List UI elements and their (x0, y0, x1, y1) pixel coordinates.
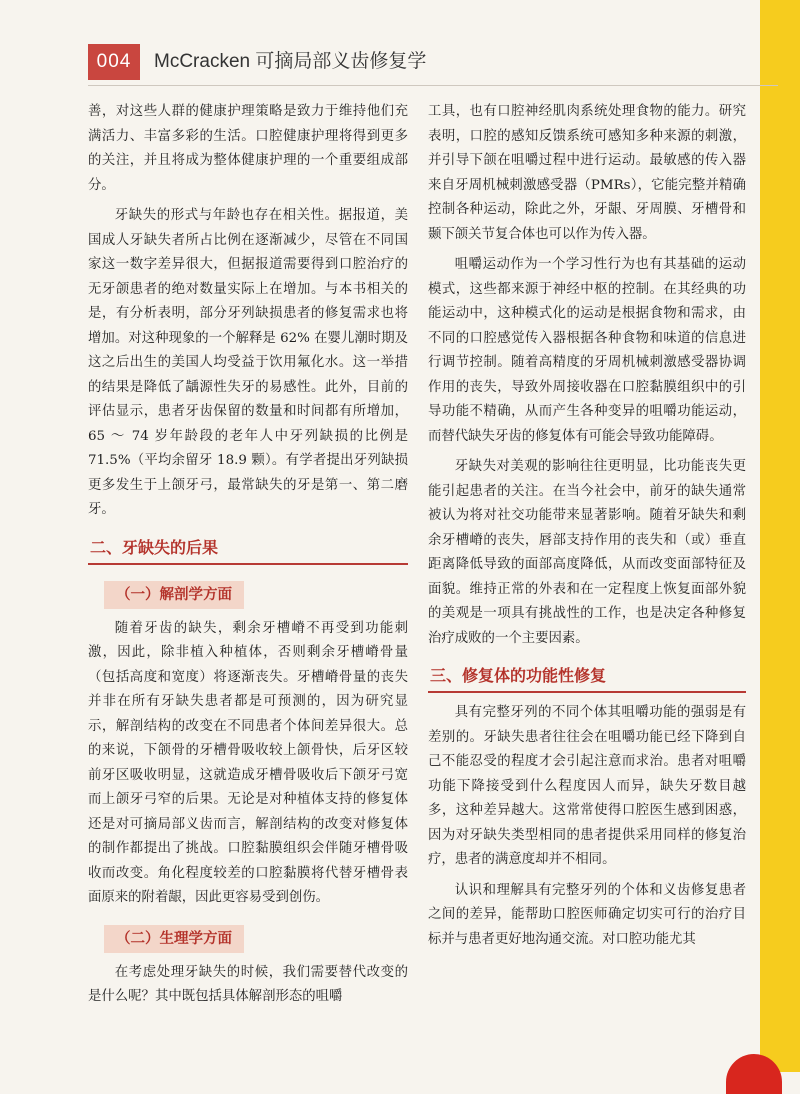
page-corner-marker (726, 1054, 782, 1094)
paragraph: 咀嚼运动作为一个学习性行为也有其基础的运动模式，这些都来源于神经中枢的控制。在其经典的功能运动中，这种模式化的运动是根据食物和需求，由不同的口腔感觉传入器根据各种食物和味道的信息进行调节控制。随着高精度的牙周机械刺激感受器协调作用的丧失，导致外周接收器在口腔黏膜组织中的引导功能不精确，从而产生各种变异的咀嚼功能运动，而替代缺失牙齿的修复体有可能会导致功能障碍。 (428, 257, 746, 444)
paragraph: 随着牙齿的缺失，剩余牙槽嵴不再受到功能刺激，因此，除非植入种植体，否则剩余牙槽嵴骨量（包括高度和宽度）将逐渐丧失。牙槽嵴骨量的丧失并非在所有牙缺失患者都是可预测的，因为研究显示，解剖结构的改变在不同患者个体间差异很大。总的来说，下颌骨的牙槽骨吸收较上颌骨快，后牙区较前牙区吸收明显，这就造成牙槽骨吸收后下颌牙弓宽而上颌牙弓窄的后果。无论是对种植体支持的修复体还是对可摘局部义齿而言，解剖结构的改变对修复体的制作都提出了挑战。口腔黏膜组织会伴随牙槽骨吸收而改变。角化程度较差的口腔黏膜将代替牙槽骨表面原来的附着龈，因此更容易受到创伤。 (88, 620, 408, 905)
page-edge-band (760, 0, 800, 1072)
right-column (428, 100, 746, 958)
paragraph: 在考虑处理牙缺失的时候，我们需要替代改变的是什么呢？其中既包括具体解剖形态的咀嚼 (88, 964, 408, 1004)
section-heading (88, 533, 408, 565)
paragraph: 具有完整牙列的不同个体其咀嚼功能的强弱是有差别的。牙缺失患者往往会在咀嚼功能已经下降到自己不能忍受的程度才会引起注意而求治。患者对咀嚼功能下降接受到什么程度因人而异，缺失牙数目越多，这种差异越大。这常常使得口腔医生感到困惑，因为对牙缺失类型相同的患者提供采用同样的修复治疗，患者的满意度却并不相同。 (428, 705, 746, 867)
header-divider (88, 85, 778, 86)
page-number: 004 (88, 44, 140, 80)
paragraph: 工具，也有口腔神经肌肉系统处理食物的能力。研究表明，口腔的感知反馈系统可感知多种来源的刺激，并引导下颌在咀嚼过程中进行运动。最敏感的传入器来自牙周机械刺激感受器（PMRs），它能完整并精确控制各种运动，除此之外，牙龈、牙周膜、牙槽骨和颞下颌关节复合体也可以作为传入器。 (428, 104, 746, 242)
section-title: 三、修复体的功能性修复 (430, 666, 607, 685)
book-title: McCracken 可摘局部义齿修复学 (154, 51, 427, 72)
paragraph: 善，对这些人群的健康护理策略是致力于维持他们充满活力、丰富多彩的生活。口腔健康护理将得到更多的关注，并且将成为整体健康护理的一个重要组成部分。 (88, 104, 408, 193)
section-title: 二、牙缺失的后果 (90, 537, 219, 557)
subsection-title: （一）解剖学方面 (104, 581, 244, 609)
subsection-title: （二）生理学方面 (104, 925, 244, 953)
section-heading (428, 661, 746, 693)
running-header (88, 44, 778, 80)
paragraph: 认识和理解具有完整牙列的个体和义齿修复患者之间的差异，能帮助口腔医师确定切实可行的治疗目标并与患者更好地沟通交流。对口腔功能尤其 (428, 882, 746, 947)
paragraph: 牙缺失对美观的影响往往更明显，比功能丧失更能引起患者的关注。在当今社会中，前牙的缺失通常被认为将对社交功能带来显著影响。随着牙缺失和剩余牙槽嵴的丧失，唇部支持作用的丧失和（或）垂直距离降低导致的面部高度降低，从而改变面部特征及面貌。维持正常的外表和在一定程度上恢复面部外貌的美观是一项具有挑战性的工作，也是决定各种修复治疗成败的一个主要因素。 (428, 459, 746, 646)
paragraph: 牙缺失的形式与年龄也存在相关性。据报道，美国成人牙缺失者所占比例在逐渐减少，尽管在不同国家这一数字差异很大，但据报道需要得到口腔治疗的无牙颌患者的绝对数量实际上在增加。与本书相关的是，有分析表明，部分牙列缺损患者的修复需求也将增加。对这种现象的一个解释是 62% 在婴儿潮时期及这之后出生的美国人均受益于饮用氟化水。这一举措的结果是降低了龋源性失牙的易感性。此外，目前的评估显示，患者牙齿保留的数量和时间都有所增加，65 ～ 74 岁年龄段的老年人中牙列缺损的比例是 71.5%（平均余留牙 18.9 颗）。有学者提出牙列缺损更多发生于上颌牙弓，最常缺失的牙是第一、第二磨牙。 (88, 208, 408, 517)
left-column (88, 100, 408, 1016)
